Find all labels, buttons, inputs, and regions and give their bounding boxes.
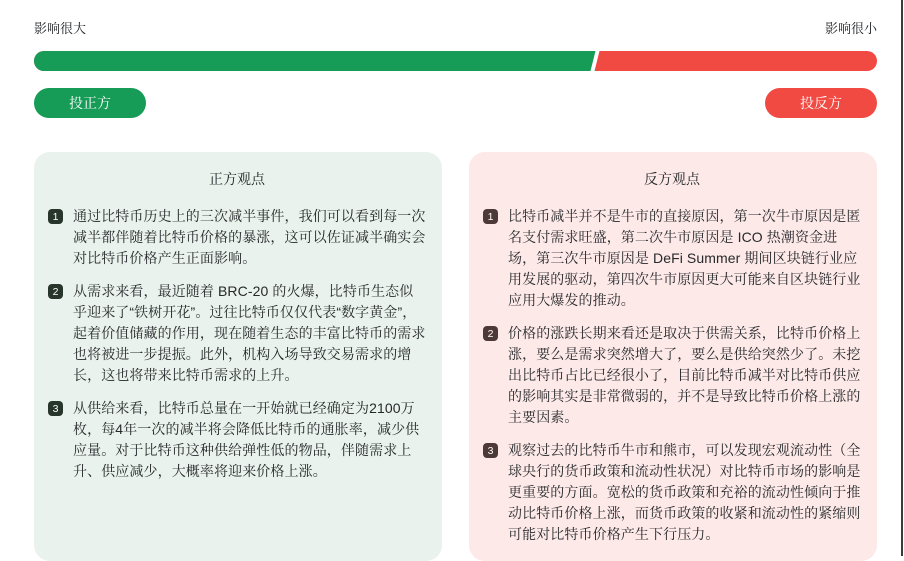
pro-point-3-text: 从供给来看，比特币总量在一开始就已经确定为2100万枚，每4年一次的减半将会降低比特币的通胀率，减少供应量。对于比特币这种供给弹性低的物品，伴随需求上升、供应减少，大概率将迎来价格上涨。 — [73, 400, 420, 479]
vote-pro-button[interactable]: 投正方 — [34, 88, 146, 118]
poll-result-bar — [34, 51, 877, 71]
pro-panel — [34, 152, 442, 561]
con-panel-title: 反方观点 — [644, 171, 700, 187]
argument-panels — [34, 152, 877, 561]
con-point-1-text: 比特币减半并不是牛市的直接原因，第一次牛市原因是匿名支付需求旺盛，第二次牛市原因是 ICO 热潮资金进场，第三次牛市原因是 DeFi Summer 期间区块链行业应用发展的驱动，第四次牛市原因更大可能来自区块链行业应用大爆发的推动。 — [508, 208, 861, 308]
con-point-3-text: 观察过去的比特币牛市和熊市，可以发现宏观流动性（全球央行的货币政策和流动性状况）对比特币市场的影响是更重要的方面。宽松的货币政策和充裕的流动性倾向于推动比特币价格上涨，而货币政策的收紧和流动性的紧缩则可能对比特币价格产生下行压力。 — [508, 442, 861, 542]
con-point-1 — [483, 206, 861, 311]
con-point-1-number-badge: 1 — [483, 209, 498, 224]
vote-button-row — [34, 88, 877, 118]
poll-bar-pro-segment — [34, 51, 595, 71]
pro-point-3-number-badge: 3 — [48, 401, 63, 416]
con-point-2 — [483, 323, 861, 428]
poll-header — [34, 18, 877, 37]
impact-large-label: 影响很大 — [34, 21, 87, 36]
con-point-3-number-badge: 3 — [483, 443, 498, 458]
pro-point-1-text: 通过比特币历史上的三次减半事件，我们可以看到每一次减半都伴随着比特币价格的暴涨，这可以佐证减半确实会对比特币价格产生正面影响。 — [73, 208, 426, 266]
con-point-3 — [483, 440, 861, 545]
pro-point-2-number-badge: 2 — [48, 284, 63, 299]
bar-divider — [590, 51, 600, 71]
con-point-2-number-badge: 2 — [483, 326, 498, 341]
pro-point-2-text: 从需求来看，最近随着 BRC-20 的火爆，比特币生态似乎迎来了“铁树开花”。过往比特币仅仅代表“数字黄金”，起着价值储藏的作用，现在随着生态的丰富比特币的需求也将被进一步提振。此外，机构入场导致交易需求的增长，这也将带来比特币需求的上升。 — [73, 283, 426, 383]
pro-panel-title: 正方观点 — [209, 171, 265, 187]
impact-small-label: 影响很小 — [824, 21, 877, 36]
con-point-2-text: 价格的涨跌长期来看还是取决于供需关系，比特币价格上涨，要么是需求突然增大了，要么是供给突然少了。未挖出比特币占比已经很小了，目前比特币减半对比特币供应的影响其实是非常微弱的，并不是导致比特币价格上涨的主要因素。 — [508, 325, 861, 425]
pro-point-3 — [48, 398, 426, 482]
vote-con-button[interactable]: 投反方 — [765, 88, 877, 118]
pro-point-2 — [48, 281, 426, 386]
window-right-edge — [901, 0, 903, 556]
con-panel — [469, 152, 877, 561]
pro-point-1-number-badge: 1 — [48, 209, 63, 224]
pro-point-1 — [48, 206, 426, 269]
